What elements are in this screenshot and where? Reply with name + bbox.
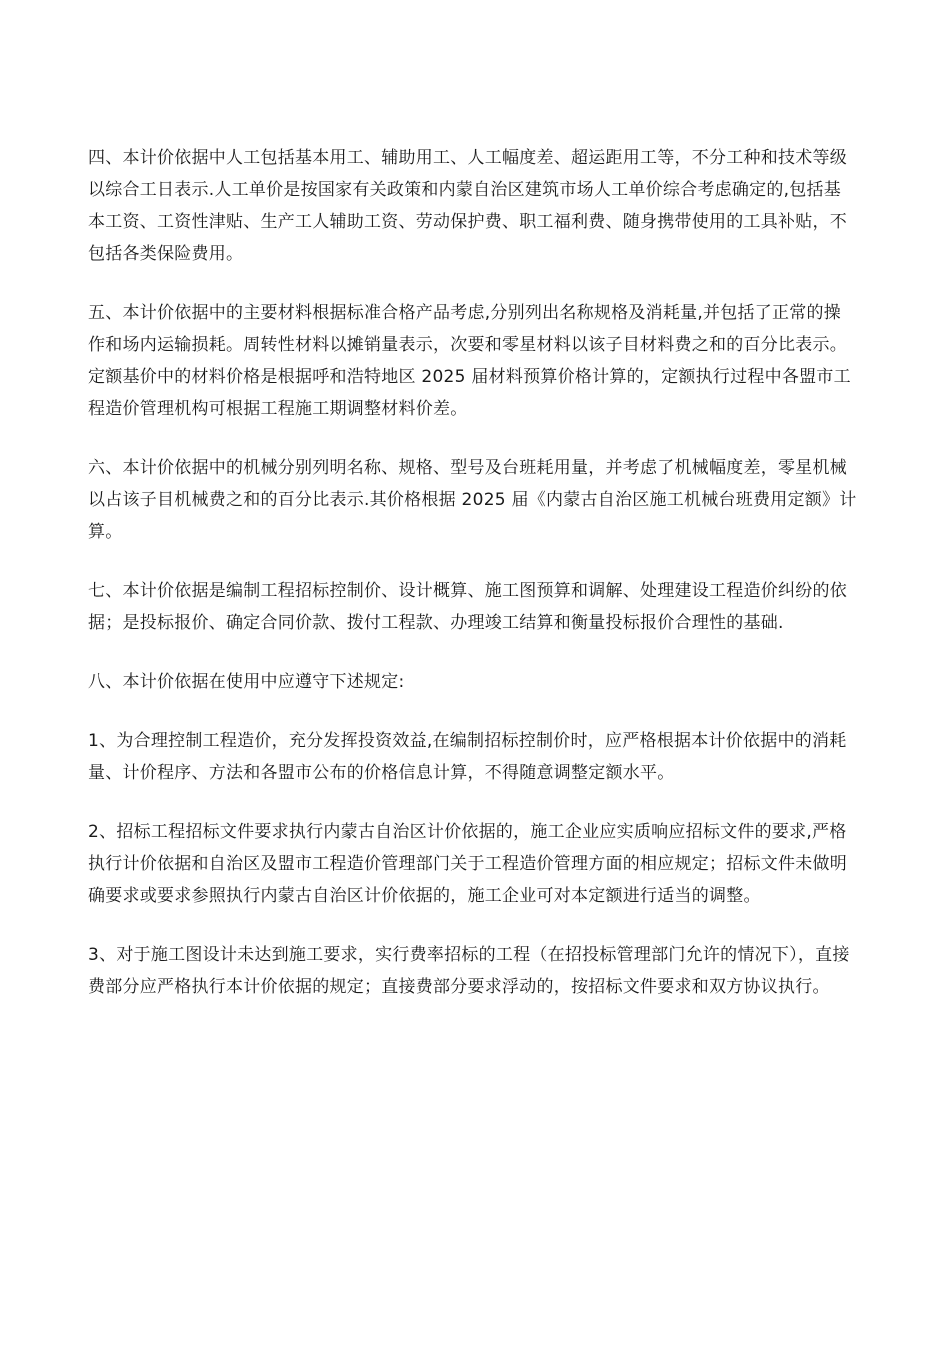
paragraph-rules-heading: 八、本计价依据在使用中应遵守下述规定: — [88, 672, 405, 692]
document-body — [88, 142, 858, 1030]
paragraph-rule-3: 3、对于施工图设计未达到施工要求，实行费率招标的工程（在招投标管理部门允许的情况下），直接费部分应严格执行本计价依据的规定；直接费部分要求浮动的，按招标文件要求和双方协议执行。 — [88, 945, 850, 997]
paragraph-rule-2: 2、招标工程招标文件要求执行内蒙古自治区计价依据的，施工企业应实质响应招标文件的要求,严格执行计价依据和自治区及盟市工程造价管理部门关于工程造价管理方面的相应规定；招标文件未做明确要求或要求参照执行内蒙古自治区计价依据的，施工企业可对本定额进行适当的调整。 — [88, 822, 847, 906]
paragraph-machinery: 六、本计价依据中的机械分别列明名称、规格、型号及台班耗用量，并考虑了机械幅度差，零星机械以占该子目机械费之和的百分比表示.其价格根据 2025 届《内蒙古自治区施工机械台班费用定额》计算。 — [88, 458, 857, 542]
paragraph-purpose: 七、本计价依据是编制工程招标控制价、设计概算、施工图预算和调解、处理建设工程造价纠纷的依据；是投标报价、确定合同价款、拨付工程款、办理竣工结算和衡量投标报价合理性的基础. — [88, 581, 847, 633]
paragraph-materials: 五、本计价依据中的主要材料根据标准合格产品考虑,分别列出名称规格及消耗量,并包括了正常的操作和场内运输损耗。周转性材料以摊销量表示，次要和零星材料以该子目材料费之和的百分比表示。定额基价中的材料价格是根据呼和浩特地区 2025 届材料预算价格计算的，定额执行过程中各盟市工程造价管理机构可根据工程施工期调整材料价差。 — [88, 303, 851, 419]
paragraph-labor: 四、本计价依据中人工包括基本用工、辅助用工、人工幅度差、超运距用工等，不分工种和技术等级以综合工日表示.人工单价是按国家有关政策和内蒙自治区建筑市场人工单价综合考虑确定的,包括基本工资、工资性津贴、生产工人辅助工资、劳动保护费、职工福利费、随身携带使用的工具补贴，不包括各类保险费用。 — [88, 148, 847, 264]
paragraph-rule-1: 1、为合理控制工程造价，充分发挥投资效益,在编制招标控制价时，应严格根据本计价依据中的消耗量、计价程序、方法和各盟市公布的价格信息计算，不得随意调整定额水平。 — [88, 731, 847, 783]
